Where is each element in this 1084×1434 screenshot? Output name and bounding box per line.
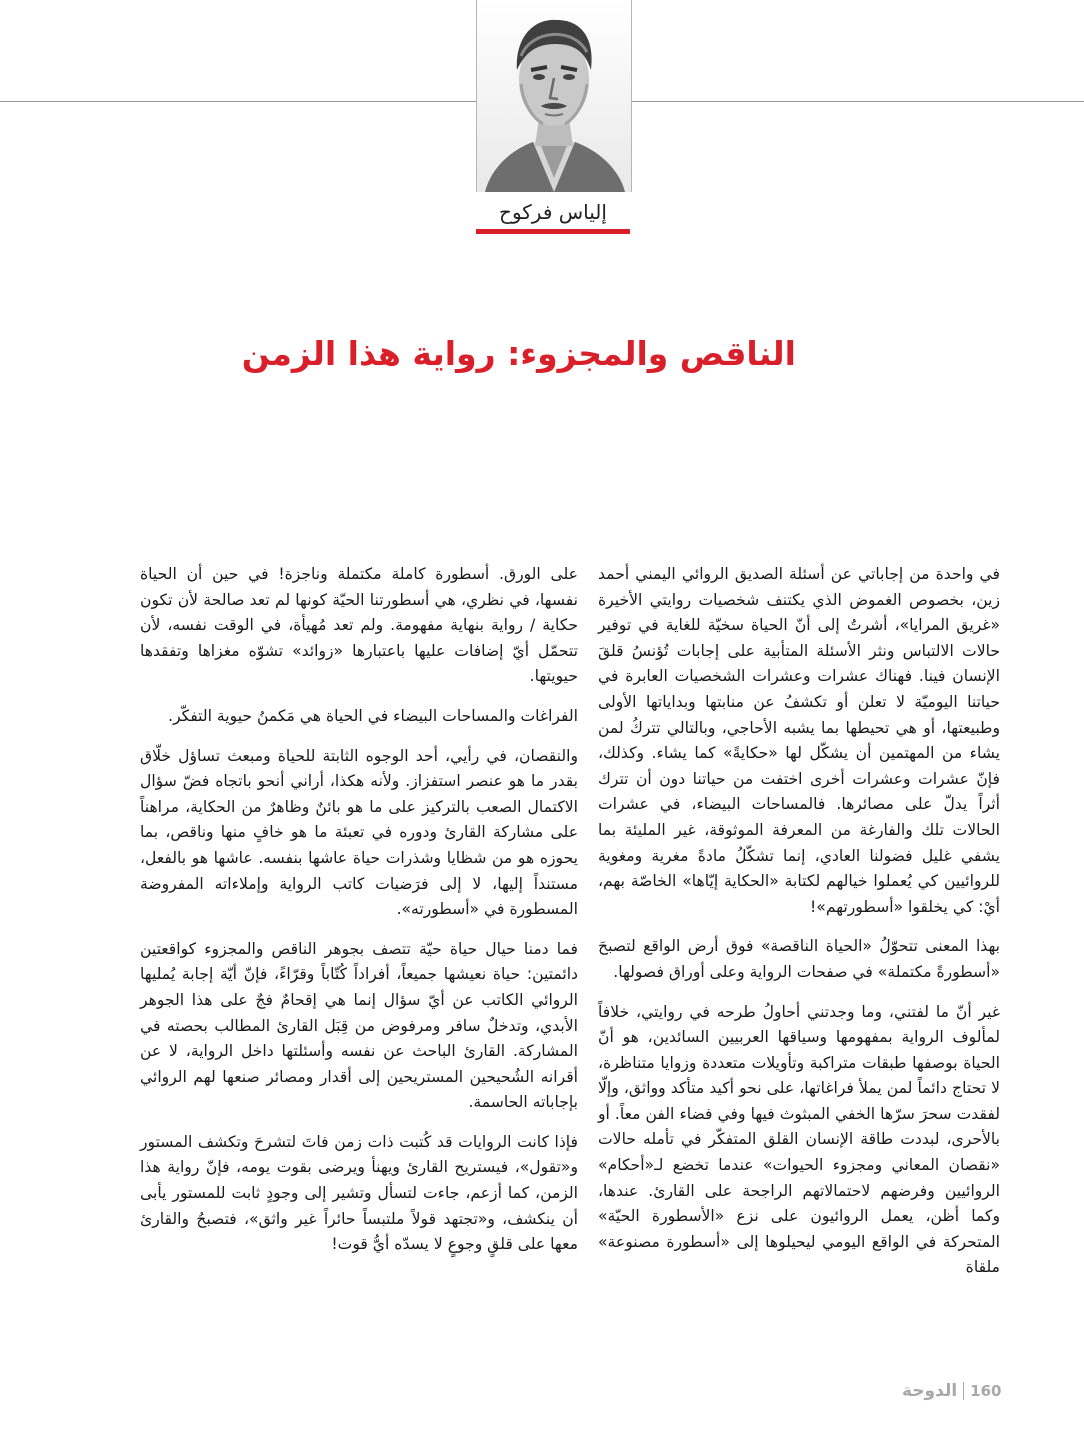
author-name: إلياس فركوح <box>499 200 607 224</box>
article-title: الناقص والمجزوء: رواية هذا الزمن <box>241 334 796 373</box>
paragraph: في واحدة من إجاباتي عن أسئلة الصديق الروائي اليمني أحمد زين، بخصوص الغموض الذي يكتنف شخصيات روايتي الأخيرة «غريق المرايا»، أشرتُ إلى أنّ الحياة سخيّة للغاية في توفير حالات الالتباس ونثر الأسئلة المتأبية على إجابات تُؤنسُ قلقَ الإنسان فينا. فهناك عشرات وعشرات الشخصيات العابرة في حياتنا اليوميّة لا تعلن أو تكشفُ عن منابتها وبداياتها الأولى وطبيعتها، أو هي تحيطها بما يشبه الأحاجي، وبالتالي تتركُ لمن يشاء من المهتمين أن يشكّل لها «حكايةً» كما يشاء. وكذلك، فإنّ عشرات وعشرات أخرى اختفت من حياتنا دون أن تترك أثراً يدلّ على مصائرها. فالمساحات البيضاء، في عشرات الحالات تلك والفارغة من المعرفة الموثوقة، غير المليئة بما يشفي غليل فضولنا العادي، إنما تشكّلُ مادةً مغرية ومغوية للروائيين كي يُعملوا خيالهم لكتابة «الحكاية إيّاها» الخاصّة بهم، أيْ: كي يخلقوا «أسطورتهم»! <box>598 565 1000 916</box>
article-column-left <box>140 562 578 1272</box>
paragraph: غير أنّ ما لفتني، وما وجدتني أحاولُ طرحه في روايتي، خلافاً لمألوف الرواية بمفهومها وسياقها العربيين السائدين، هو أنّ الحياة بوصفها طبقات متراكبة وتأويلات متعددة وزوايا متناظرة، لا تحتاج دائماً لمن يملأ فراغاتها، على نحو أكيد متأكد وواثق، وإلّا لفقدت سحرَ سرّها الخفي المبثوث فيها وفي فضاء الفن معاً. أو بالأحرى، لبددت طاقة الإنسان القلق المتفكّر في تأمله حالات «نقصان المعاني ومجزوء الحيوات» عندما تخضع لـ«أحكام» الروائيين وفرضهم لاحتمالاتهم الراجحة على القارئ. عندها، وكما أظن، يعمل الروائيون على نزع «الأسطورة الحيّة» المتحركة في الواقع اليومي ليحيلوها إلى «أسطورة مصنوعة» ملقاة <box>598 1002 1000 1277</box>
magazine-logo: الدوحة <box>902 1381 958 1401</box>
page-number: 160 <box>970 1382 1002 1400</box>
paragraph: فما دمنا حيال حياة حيّة تتصف بجوهر الناقص والمجزوء كواقعتين دائمتين: حياة نعيشها جميعاً، أفراداً كُتّاباً وقرّاءً، فإنّ أيّة إجابة يُمليها الروائي الكاتب عن أيّ سؤال إنما هي إقحامٌ فجٌ على هذا الجوهر الأبدي، وتدخلٌ سافر ومرفوض من قِبَل القارئ المطالب بحصته في المشاركة. القارئ الباحث عن نفسه وأسئلتها داخل الرواية، لا عن أقرانه الشُحيحين المستريحين إلى أقدار ومصائر صنعها لهم الروائي بإجاباته الحاسمة. <box>140 939 578 1112</box>
author-underline <box>476 229 630 234</box>
author-portrait-sketch <box>477 0 631 192</box>
paragraph: على الورق. أسطورة كاملة مكتملة وناجزة! في حين أن الحياة نفسها، في نظري، هي أسطورتنا الحيّة كونها لم تعد صالحة لأن تكون حكاية / رواية بنهاية مفهومة. ولم تعد مُهيأة، في الوقت نفسه، لأن تتحمّل أيّ إضافات عليها باعتبارها «زوائد» تشوّه مغزاها وتفقدها حيويتها. <box>140 565 578 686</box>
paragraph: فإذا كانت الروايات قد كُتبت ذات زمن فاتَ لتشرحَ وتكشف المستور و«تقول»، فيستريح القارئ ويهنأ ويرضى بقوت يومه، فإنّ رواية هذا الزمن، كما أزعم، جاءت لتسأل وتشير إلى وجودٍ ثابت للمستور يأبى أن ينكشف، و«تجتهد قولاً ملتبساً حائراً غير واثق»، فتصبحُ والقارئ معها على قلقٍ وجوعٍ لا يسدّه أيُّ قوت! <box>140 1132 578 1254</box>
article-column-right <box>598 562 1000 1295</box>
author-portrait <box>476 0 632 192</box>
paragraph: بهذا المعنى تتحوّلُ «الحياة الناقصة» فوق أرض الواقع لتصبحَ «أسطورةً مكتملة» في صفحات الرواية وعلى أوراق فصولها. <box>598 937 1000 981</box>
paragraph: والنقصان، في رأيي، أحد الوجوه الثابتة للحياة ومبعث تساؤل خلّاق بقدر ما هو عنصر استفزاز. ولأنه هكذا، أراني أنحو باتجاه فضّ سؤال الاكتمال الصعب بالتركيز على ما هو بائنٌ وظاهرٌ من الحكاية، مراهناً على مشاركة القارئ ودوره في تعبئة ما هو خافٍ منها وناقص، بما يحوزه هو من شظايا وشذرات حياة عاشها بنفسه. عاشها هو بالفعل، مستنداً إليها، لا إلى فرَضيات كاتب الرواية وإملاءاته المفروضة المسطورة في «أسطورته». <box>140 746 578 919</box>
paragraph: الفراغات والمساحات البيضاء في الحياة هي مَكمنُ حيوية التفكّر. <box>168 706 578 725</box>
footer-divider <box>963 1382 964 1400</box>
page-footer <box>902 1378 1022 1404</box>
